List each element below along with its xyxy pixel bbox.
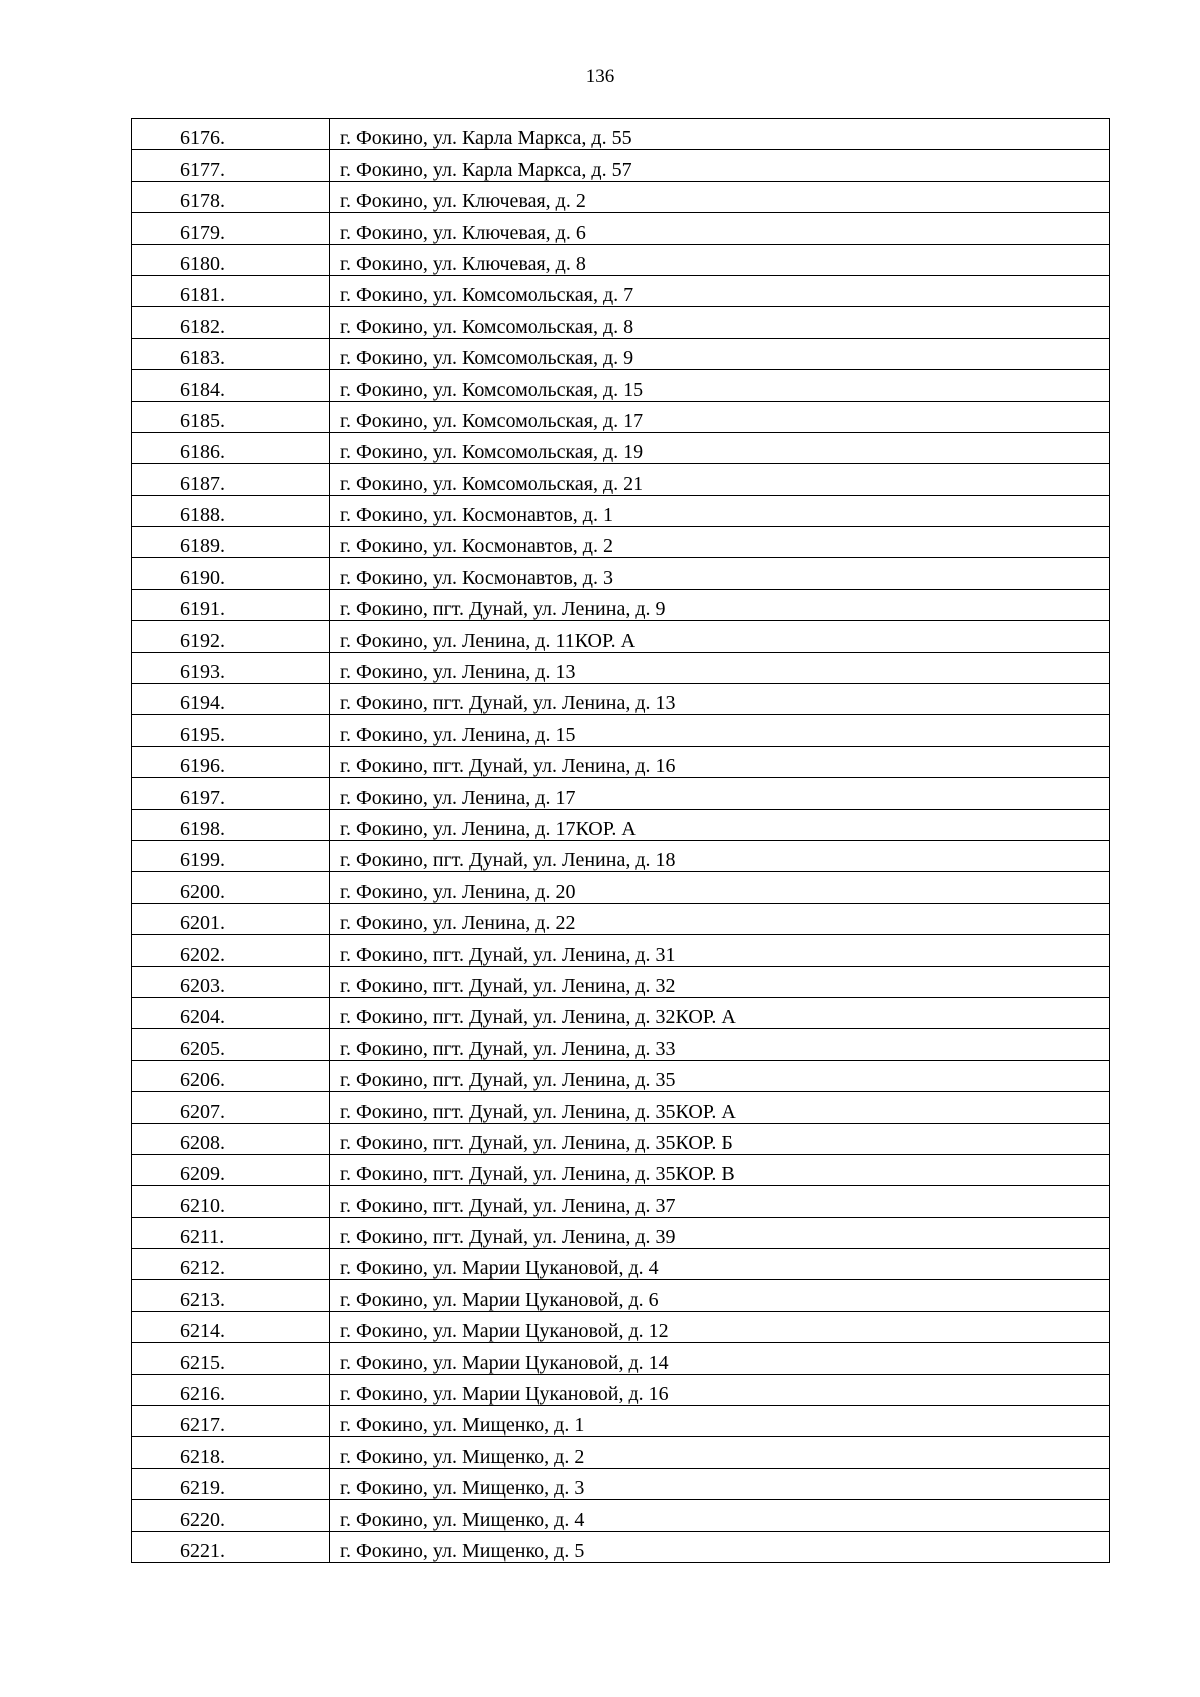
row-number-cell bbox=[132, 935, 330, 966]
address-text: г. Фокино, ул. Мищенко, д. 3 bbox=[340, 1477, 585, 1500]
row-number: 6205. bbox=[180, 1037, 225, 1060]
address-cell bbox=[330, 935, 1110, 966]
address-text: г. Фокино, пгт. Дунай, ул. Ленина, д. 39 bbox=[340, 1226, 676, 1249]
row-number: 6193. bbox=[180, 661, 225, 684]
address-cell bbox=[330, 684, 1110, 715]
table-row bbox=[132, 1280, 1110, 1311]
table-row bbox=[132, 1249, 1110, 1280]
table-row bbox=[132, 213, 1110, 244]
table-row bbox=[132, 432, 1110, 463]
row-number-cell bbox=[132, 746, 330, 777]
table-row bbox=[132, 1531, 1110, 1562]
table-row bbox=[132, 338, 1110, 369]
address-cell bbox=[330, 1343, 1110, 1374]
row-number-cell bbox=[132, 307, 330, 338]
table-row bbox=[132, 903, 1110, 934]
address-cell bbox=[330, 432, 1110, 463]
row-number-cell bbox=[132, 1406, 330, 1437]
table-row bbox=[132, 621, 1110, 652]
row-number: 6203. bbox=[180, 974, 225, 997]
row-number: 6202. bbox=[180, 943, 225, 966]
address-text: г. Фокино, пгт. Дунай, ул. Ленина, д. 33 bbox=[340, 1037, 676, 1060]
table-row bbox=[132, 966, 1110, 997]
row-number: 6186. bbox=[180, 441, 225, 464]
table-row bbox=[132, 370, 1110, 401]
address-cell bbox=[330, 275, 1110, 306]
address-text: г. Фокино, пгт. Дунай, ул. Ленина, д. 32КОР. А bbox=[340, 1006, 736, 1029]
row-number: 6178. bbox=[180, 190, 225, 213]
row-number: 6204. bbox=[180, 1006, 225, 1029]
row-number: 6181. bbox=[180, 284, 225, 307]
row-number: 6184. bbox=[180, 378, 225, 401]
address-text: г. Фокино, ул. Комсомольская, д. 7 bbox=[340, 284, 634, 307]
address-cell bbox=[330, 589, 1110, 620]
row-number: 6192. bbox=[180, 629, 225, 652]
table-row bbox=[132, 119, 1110, 150]
table-row bbox=[132, 275, 1110, 306]
table-row bbox=[132, 684, 1110, 715]
address-cell bbox=[330, 1092, 1110, 1123]
row-number-cell bbox=[132, 495, 330, 526]
address-cell bbox=[330, 495, 1110, 526]
address-cell bbox=[330, 1060, 1110, 1091]
row-number-cell bbox=[132, 1186, 330, 1217]
row-number: 6187. bbox=[180, 472, 225, 495]
row-number: 6209. bbox=[180, 1163, 225, 1186]
address-text: г. Фокино, ул. Ленина, д. 20 bbox=[340, 880, 576, 903]
row-number-cell bbox=[132, 1029, 330, 1060]
address-cell bbox=[330, 746, 1110, 777]
address-text: г. Фокино, пгт. Дунай, ул. Ленина, д. 35КОР. Б bbox=[340, 1131, 733, 1154]
row-number-cell bbox=[132, 1154, 330, 1185]
row-number: 6207. bbox=[180, 1100, 225, 1123]
row-number-cell bbox=[132, 1531, 330, 1562]
row-number-cell bbox=[132, 181, 330, 212]
table-row bbox=[132, 778, 1110, 809]
address-text: г. Фокино, ул. Ленина, д. 11КОР. А bbox=[340, 629, 636, 652]
table-row bbox=[132, 715, 1110, 746]
table-row bbox=[132, 1092, 1110, 1123]
table-row bbox=[132, 401, 1110, 432]
address-text: г. Фокино, пгт. Дунай, ул. Ленина, д. 16 bbox=[340, 755, 676, 778]
row-number-cell bbox=[132, 966, 330, 997]
row-number-cell bbox=[132, 652, 330, 683]
row-number: 6208. bbox=[180, 1131, 225, 1154]
address-table bbox=[131, 118, 1110, 1563]
address-text: г. Фокино, пгт. Дунай, ул. Ленина, д. 35 bbox=[340, 1069, 676, 1092]
address-cell bbox=[330, 1249, 1110, 1280]
address-cell bbox=[330, 307, 1110, 338]
row-number-cell bbox=[132, 244, 330, 275]
address-text: г. Фокино, ул. Ленина, д. 22 bbox=[340, 912, 576, 935]
row-number-cell bbox=[132, 1217, 330, 1248]
row-number-cell bbox=[132, 1500, 330, 1531]
address-text: г. Фокино, ул. Марии Цукановой, д. 4 bbox=[340, 1257, 659, 1280]
address-text: г. Фокино, ул. Космонавтов, д. 2 bbox=[340, 535, 613, 558]
address-text: г. Фокино, ул. Мищенко, д. 4 bbox=[340, 1508, 585, 1531]
row-number-cell bbox=[132, 997, 330, 1028]
row-number-cell bbox=[132, 464, 330, 495]
row-number: 6198. bbox=[180, 817, 225, 840]
table-row bbox=[132, 244, 1110, 275]
row-number: 6180. bbox=[180, 252, 225, 275]
address-cell bbox=[330, 652, 1110, 683]
row-number: 6211. bbox=[180, 1226, 225, 1249]
table-row bbox=[132, 527, 1110, 558]
row-number: 6177. bbox=[180, 158, 225, 181]
address-table-body bbox=[132, 119, 1110, 1563]
address-cell bbox=[330, 150, 1110, 181]
row-number: 6218. bbox=[180, 1445, 225, 1468]
row-number-cell bbox=[132, 558, 330, 589]
table-row bbox=[132, 150, 1110, 181]
row-number-cell bbox=[132, 1468, 330, 1499]
row-number-cell bbox=[132, 715, 330, 746]
table-row bbox=[132, 840, 1110, 871]
address-text: г. Фокино, ул. Мищенко, д. 5 bbox=[340, 1539, 585, 1562]
address-cell bbox=[330, 558, 1110, 589]
row-number-cell bbox=[132, 338, 330, 369]
row-number: 6191. bbox=[180, 598, 225, 621]
address-cell bbox=[330, 244, 1110, 275]
address-cell bbox=[330, 1123, 1110, 1154]
row-number: 6194. bbox=[180, 692, 225, 715]
address-text: г. Фокино, ул. Ленина, д. 17 bbox=[340, 786, 576, 809]
address-text: г. Фокино, ул. Мищенко, д. 1 bbox=[340, 1414, 585, 1437]
address-cell bbox=[330, 997, 1110, 1028]
address-cell bbox=[330, 715, 1110, 746]
table-row bbox=[132, 181, 1110, 212]
table-row bbox=[132, 1500, 1110, 1531]
row-number: 6189. bbox=[180, 535, 225, 558]
table-row bbox=[132, 558, 1110, 589]
address-cell bbox=[330, 213, 1110, 244]
table-row bbox=[132, 1217, 1110, 1248]
row-number-cell bbox=[132, 903, 330, 934]
address-cell bbox=[330, 778, 1110, 809]
row-number: 6188. bbox=[180, 504, 225, 527]
page-number: 136 bbox=[585, 66, 615, 87]
table-row bbox=[132, 307, 1110, 338]
address-cell bbox=[330, 903, 1110, 934]
row-number: 6200. bbox=[180, 880, 225, 903]
address-text: г. Фокино, ул. Ключевая, д. 6 bbox=[340, 221, 586, 244]
table-row bbox=[132, 746, 1110, 777]
row-number: 6185. bbox=[180, 409, 225, 432]
address-cell bbox=[330, 1406, 1110, 1437]
row-number-cell bbox=[132, 150, 330, 181]
row-number: 6219. bbox=[180, 1477, 225, 1500]
row-number-cell bbox=[132, 1280, 330, 1311]
address-text: г. Фокино, пгт. Дунай, ул. Ленина, д. 32 bbox=[340, 974, 676, 997]
row-number-cell bbox=[132, 809, 330, 840]
row-number-cell bbox=[132, 527, 330, 558]
row-number-cell bbox=[132, 213, 330, 244]
address-cell bbox=[330, 1154, 1110, 1185]
table-row bbox=[132, 872, 1110, 903]
address-text: г. Фокино, ул. Карла Маркса, д. 55 bbox=[340, 127, 632, 150]
row-number: 6206. bbox=[180, 1069, 225, 1092]
address-cell bbox=[330, 1186, 1110, 1217]
table-row bbox=[132, 1311, 1110, 1342]
table-row bbox=[132, 935, 1110, 966]
address-cell bbox=[330, 401, 1110, 432]
table-row bbox=[132, 1343, 1110, 1374]
row-number-cell bbox=[132, 1374, 330, 1405]
address-cell bbox=[330, 1311, 1110, 1342]
address-text: г. Фокино, ул. Марии Цукановой, д. 16 bbox=[340, 1383, 669, 1406]
row-number: 6220. bbox=[180, 1508, 225, 1531]
address-text: г. Фокино, ул. Мищенко, д. 2 bbox=[340, 1445, 585, 1468]
table-row bbox=[132, 809, 1110, 840]
row-number: 6190. bbox=[180, 566, 225, 589]
address-cell bbox=[330, 1531, 1110, 1562]
row-number-cell bbox=[132, 589, 330, 620]
table-row bbox=[132, 1060, 1110, 1091]
table-row bbox=[132, 652, 1110, 683]
row-number-cell bbox=[132, 872, 330, 903]
address-text: г. Фокино, ул. Ключевая, д. 8 bbox=[340, 252, 586, 275]
row-number-cell bbox=[132, 401, 330, 432]
row-number-cell bbox=[132, 840, 330, 871]
address-text: г. Фокино, ул. Марии Цукановой, д. 6 bbox=[340, 1288, 659, 1311]
row-number: 6179. bbox=[180, 221, 225, 244]
address-cell bbox=[330, 119, 1110, 150]
row-number: 6214. bbox=[180, 1320, 225, 1343]
address-cell bbox=[330, 338, 1110, 369]
address-text: г. Фокино, пгт. Дунай, ул. Ленина, д. 35КОР. В bbox=[340, 1163, 735, 1186]
address-cell bbox=[330, 370, 1110, 401]
address-cell bbox=[330, 809, 1110, 840]
table-row bbox=[132, 589, 1110, 620]
address-cell bbox=[330, 1500, 1110, 1531]
address-text: г. Фокино, ул. Космонавтов, д. 3 bbox=[340, 566, 613, 589]
table-row bbox=[132, 1468, 1110, 1499]
address-text: г. Фокино, ул. Космонавтов, д. 1 bbox=[340, 504, 613, 527]
row-number-cell bbox=[132, 1060, 330, 1091]
address-text: г. Фокино, пгт. Дунай, ул. Ленина, д. 35КОР. А bbox=[340, 1100, 736, 1123]
address-text: г. Фокино, ул. Комсомольская, д. 8 bbox=[340, 315, 634, 338]
row-number: 6213. bbox=[180, 1288, 225, 1311]
address-text: г. Фокино, пгт. Дунай, ул. Ленина, д. 9 bbox=[340, 598, 666, 621]
address-text: г. Фокино, ул. Карла Маркса, д. 57 bbox=[340, 158, 632, 181]
row-number: 6199. bbox=[180, 849, 225, 872]
address-text: г. Фокино, ул. Марии Цукановой, д. 12 bbox=[340, 1320, 669, 1343]
address-cell bbox=[330, 1437, 1110, 1468]
row-number: 6196. bbox=[180, 755, 225, 778]
address-text: г. Фокино, пгт. Дунай, ул. Ленина, д. 13 bbox=[340, 692, 676, 715]
row-number-cell bbox=[132, 1343, 330, 1374]
address-cell bbox=[330, 1217, 1110, 1248]
address-cell bbox=[330, 621, 1110, 652]
address-text: г. Фокино, ул. Ленина, д. 13 bbox=[340, 661, 576, 684]
row-number: 6182. bbox=[180, 315, 225, 338]
address-cell bbox=[330, 1029, 1110, 1060]
address-text: г. Фокино, пгт. Дунай, ул. Ленина, д. 18 bbox=[340, 849, 676, 872]
row-number-cell bbox=[132, 1092, 330, 1123]
table-row bbox=[132, 997, 1110, 1028]
address-text: г. Фокино, ул. Комсомольская, д. 15 bbox=[340, 378, 644, 401]
row-number: 6195. bbox=[180, 723, 225, 746]
address-text: г. Фокино, ул. Комсомольская, д. 9 bbox=[340, 347, 634, 370]
address-cell bbox=[330, 966, 1110, 997]
row-number-cell bbox=[132, 432, 330, 463]
table-row bbox=[132, 1374, 1110, 1405]
row-number-cell bbox=[132, 621, 330, 652]
table-row bbox=[132, 1123, 1110, 1154]
row-number-cell bbox=[132, 778, 330, 809]
address-cell bbox=[330, 527, 1110, 558]
table-row bbox=[132, 464, 1110, 495]
row-number: 6201. bbox=[180, 912, 225, 935]
address-text: г. Фокино, пгт. Дунай, ул. Ленина, д. 31 bbox=[340, 943, 676, 966]
row-number: 6212. bbox=[180, 1257, 225, 1280]
table-row bbox=[132, 1029, 1110, 1060]
address-text: г. Фокино, ул. Марии Цукановой, д. 14 bbox=[340, 1351, 669, 1374]
address-text: г. Фокино, ул. Ключевая, д. 2 bbox=[340, 190, 586, 213]
row-number-cell bbox=[132, 1437, 330, 1468]
address-cell bbox=[330, 840, 1110, 871]
table-row bbox=[132, 495, 1110, 526]
address-cell bbox=[330, 464, 1110, 495]
address-cell bbox=[330, 1280, 1110, 1311]
row-number-cell bbox=[132, 119, 330, 150]
address-cell bbox=[330, 181, 1110, 212]
row-number: 6221. bbox=[180, 1539, 225, 1562]
address-text: г. Фокино, ул. Ленина, д. 17КОР. А bbox=[340, 817, 636, 840]
row-number: 6210. bbox=[180, 1194, 225, 1217]
address-text: г. Фокино, ул. Комсомольская, д. 19 bbox=[340, 441, 644, 464]
row-number: 6183. bbox=[180, 347, 225, 370]
table-row bbox=[132, 1437, 1110, 1468]
address-text: г. Фокино, ул. Комсомольская, д. 17 bbox=[340, 409, 644, 432]
row-number-cell bbox=[132, 684, 330, 715]
address-cell bbox=[330, 1468, 1110, 1499]
address-text: г. Фокино, ул. Ленина, д. 15 bbox=[340, 723, 576, 746]
row-number-cell bbox=[132, 370, 330, 401]
row-number: 6215. bbox=[180, 1351, 225, 1374]
row-number-cell bbox=[132, 275, 330, 306]
row-number-cell bbox=[132, 1311, 330, 1342]
row-number: 6217. bbox=[180, 1414, 225, 1437]
address-text: г. Фокино, ул. Комсомольская, д. 21 bbox=[340, 472, 644, 495]
row-number: 6216. bbox=[180, 1383, 225, 1406]
row-number-cell bbox=[132, 1123, 330, 1154]
table-row bbox=[132, 1406, 1110, 1437]
row-number: 6176. bbox=[180, 127, 225, 150]
address-cell bbox=[330, 1374, 1110, 1405]
table-row bbox=[132, 1186, 1110, 1217]
table-row bbox=[132, 1154, 1110, 1185]
row-number-cell bbox=[132, 1249, 330, 1280]
row-number: 6197. bbox=[180, 786, 225, 809]
address-cell bbox=[330, 872, 1110, 903]
address-text: г. Фокино, пгт. Дунай, ул. Ленина, д. 37 bbox=[340, 1194, 676, 1217]
